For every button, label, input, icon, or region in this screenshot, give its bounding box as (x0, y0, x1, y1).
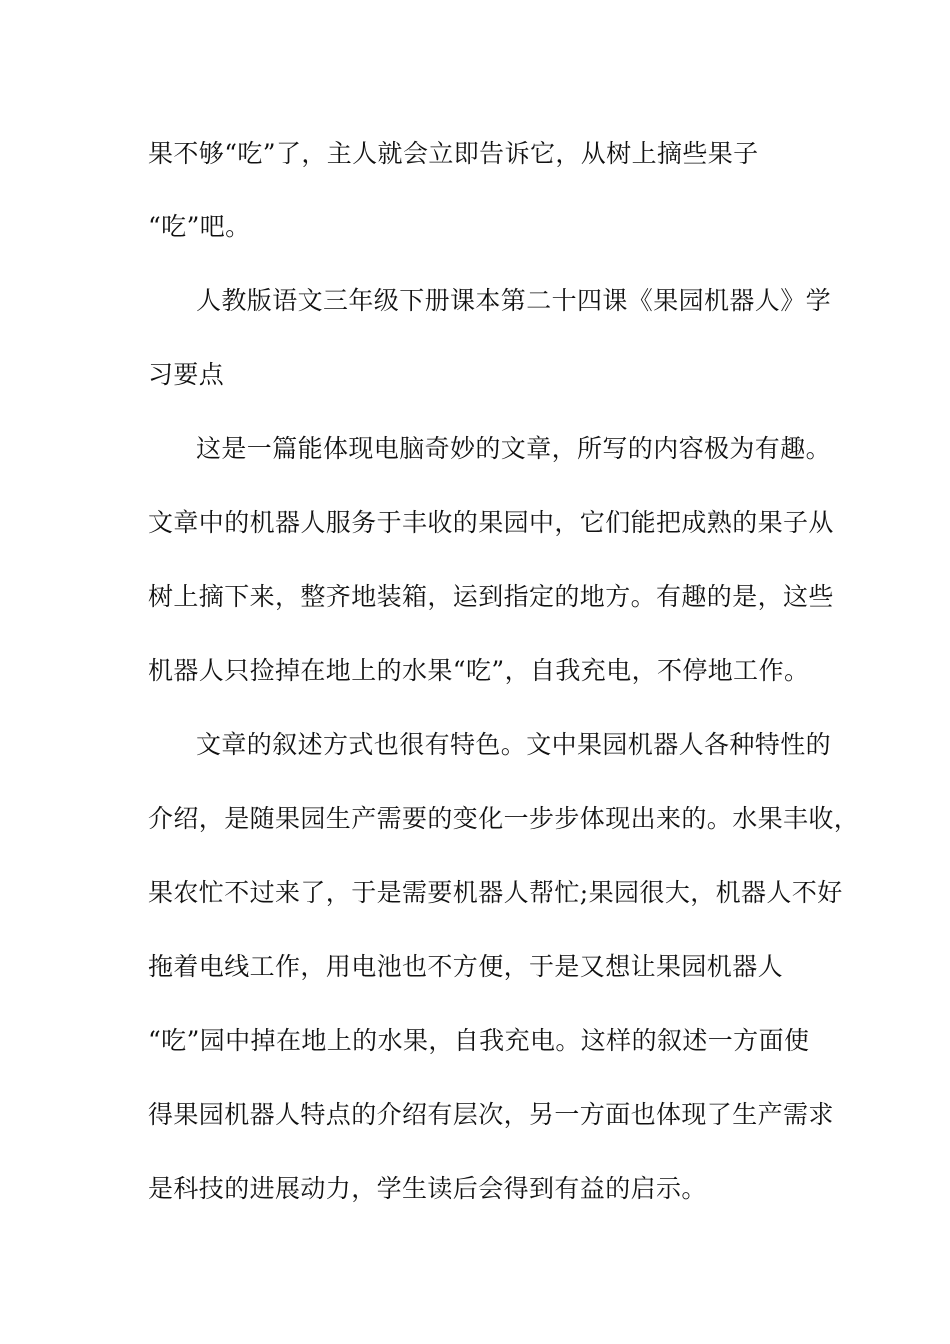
section-heading-line: 人教版语文三年级下册课本第二十四课《果园机器人》学 (196, 286, 832, 315)
text-line: 树上摘下来，整齐地装箱，运到指定的地方。有趣的是，这些 (148, 582, 834, 611)
text-line: 果农忙不过来了，于是需要机器人帮忙;果园很大，机器人不好 (148, 878, 843, 907)
text-line: 是科技的进展动力，学生读后会得到有益的启示。 (148, 1174, 707, 1203)
text-line: 文章的叙述方式也很有特色。文中果园机器人各种特性的 (196, 730, 832, 759)
section-heading-line: 习要点 (148, 360, 225, 389)
text-line: 果不够“吃”了，主人就会立即告诉它，从树上摘些果子 (148, 139, 759, 168)
text-line: 介绍，是随果园生产需要的变化一步步体现出来的。水果丰收， (148, 804, 860, 833)
text-line: “吃”吧。 (148, 212, 251, 241)
text-line: 拖着电线工作，用电池也不方便，于是又想让果园机器人 (148, 952, 784, 981)
text-line: 这是一篇能体现电脑奇妙的文章，所写的内容极为有趣。 (196, 434, 832, 463)
text-line: 得果园机器人特点的介绍有层次，另一方面也体现了生产需求 (148, 1100, 834, 1129)
text-line: 文章中的机器人服务于丰收的果园中，它们能把成熟的果子从 (148, 508, 834, 537)
text-line: 机器人只捡掉在地上的水果“吃”，自我充电，不停地工作。 (148, 656, 810, 685)
text-line: “吃”园中掉在地上的水果，自我充电。这样的叙述一方面使 (148, 1026, 810, 1055)
